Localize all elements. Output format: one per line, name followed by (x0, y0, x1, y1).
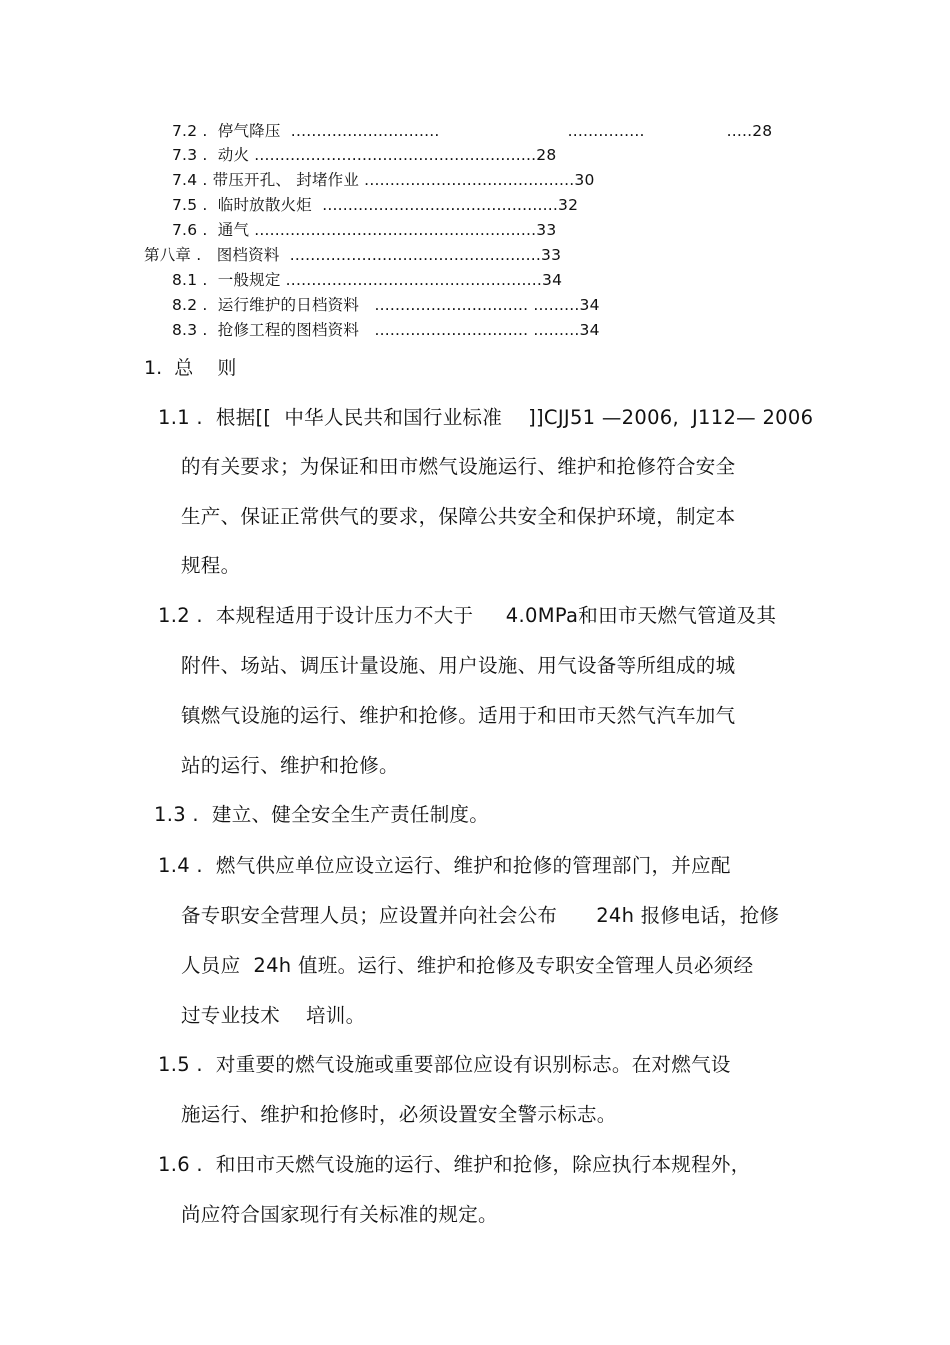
paragraph-line: 站的运行、维护和抢修。 (181, 754, 399, 777)
paragraph-line: 镇燃气设施的运行、维护和抢修。适用于和田市天然气汽车加气 (181, 704, 736, 727)
paragraph-line: 1.2 . 本规程适用于设计压力不大于 4.0MPa和田市天燃气管道及其 (158, 604, 777, 627)
toc-entry-7-4: 7.4 . 带压开孔、 封堵作业 .........................................30 (172, 171, 595, 189)
toc-entry-8-1: 8.1 . 一般规定 ..................................................34 (172, 271, 563, 289)
paragraph-line: 1.1 . 根据[[ 中华人民共和国行业标准 ]]CJJ51 —2006, J112— 2006 (158, 406, 814, 429)
paragraph-line: 的有关要求；为保证和田市燃气设施运行、维护和抢修符合安全 (181, 455, 736, 478)
toc-entry-8-2: 8.2 . 运行维护的日档资料 .............................. .........34 (172, 296, 600, 314)
toc-entry-7-6: 7.6 . 通气 .......................................................33 (172, 221, 557, 239)
paragraph-line: 人员应 24h 值班。运行、维护和抢修及专职安全管理人员必须经 (181, 954, 754, 977)
paragraph-line: 备专职安全营理人员；应设置并向社会公布 24h 报修电话，抢修 (181, 904, 780, 927)
paragraph-line: 1.6 . 和田市天燃气设施的运行、维护和抢修，除应执行本规程外， (158, 1153, 751, 1176)
toc-entry-7-5: 7.5 . 临时放散火炬 ..............................................32 (172, 196, 579, 214)
paragraph-line: 尚应符合国家现行有关标准的规定。 (181, 1203, 498, 1226)
paragraph-line: 1.3 . 建立、健全安全生产责任制度。 (154, 803, 490, 826)
paragraph-line: 过专业技术 培训。 (181, 1004, 366, 1027)
toc-entry-7-3: 7.3 . 动火 .......................................................28 (172, 146, 557, 164)
toc-entry-chapter-8: 第八章 . 图档资料 .................................................33 (144, 246, 562, 264)
paragraph-line: 规程。 (181, 554, 241, 577)
paragraph-line: 1.5 . 对重要的燃气设施或重要部位应设有识别标志。在对燃气设 (158, 1053, 731, 1076)
paragraph-line: 施运行、维护和抢修时，必须设置安全警示标志。 (181, 1103, 617, 1126)
paragraph-line: 1.4 . 燃气供应单位应设立运行、维护和抢修的管理部门，并应配 (158, 854, 731, 877)
paragraph-line: 生产、保证正常供气的要求，保障公共安全和保护环境，制定本 (181, 505, 736, 528)
section-heading: 1. 总 则 (144, 357, 237, 379)
paragraph-line: 附件、场站、调压计量设施、用户设施、用气设备等所组成的城 (181, 654, 736, 677)
toc-entry-7-2: 7.2 . 停气降压 ............................. ............... .....28 (172, 122, 773, 140)
toc-entry-8-3: 8.3 . 抢修工程的图档资料 .............................. .........34 (172, 321, 600, 339)
